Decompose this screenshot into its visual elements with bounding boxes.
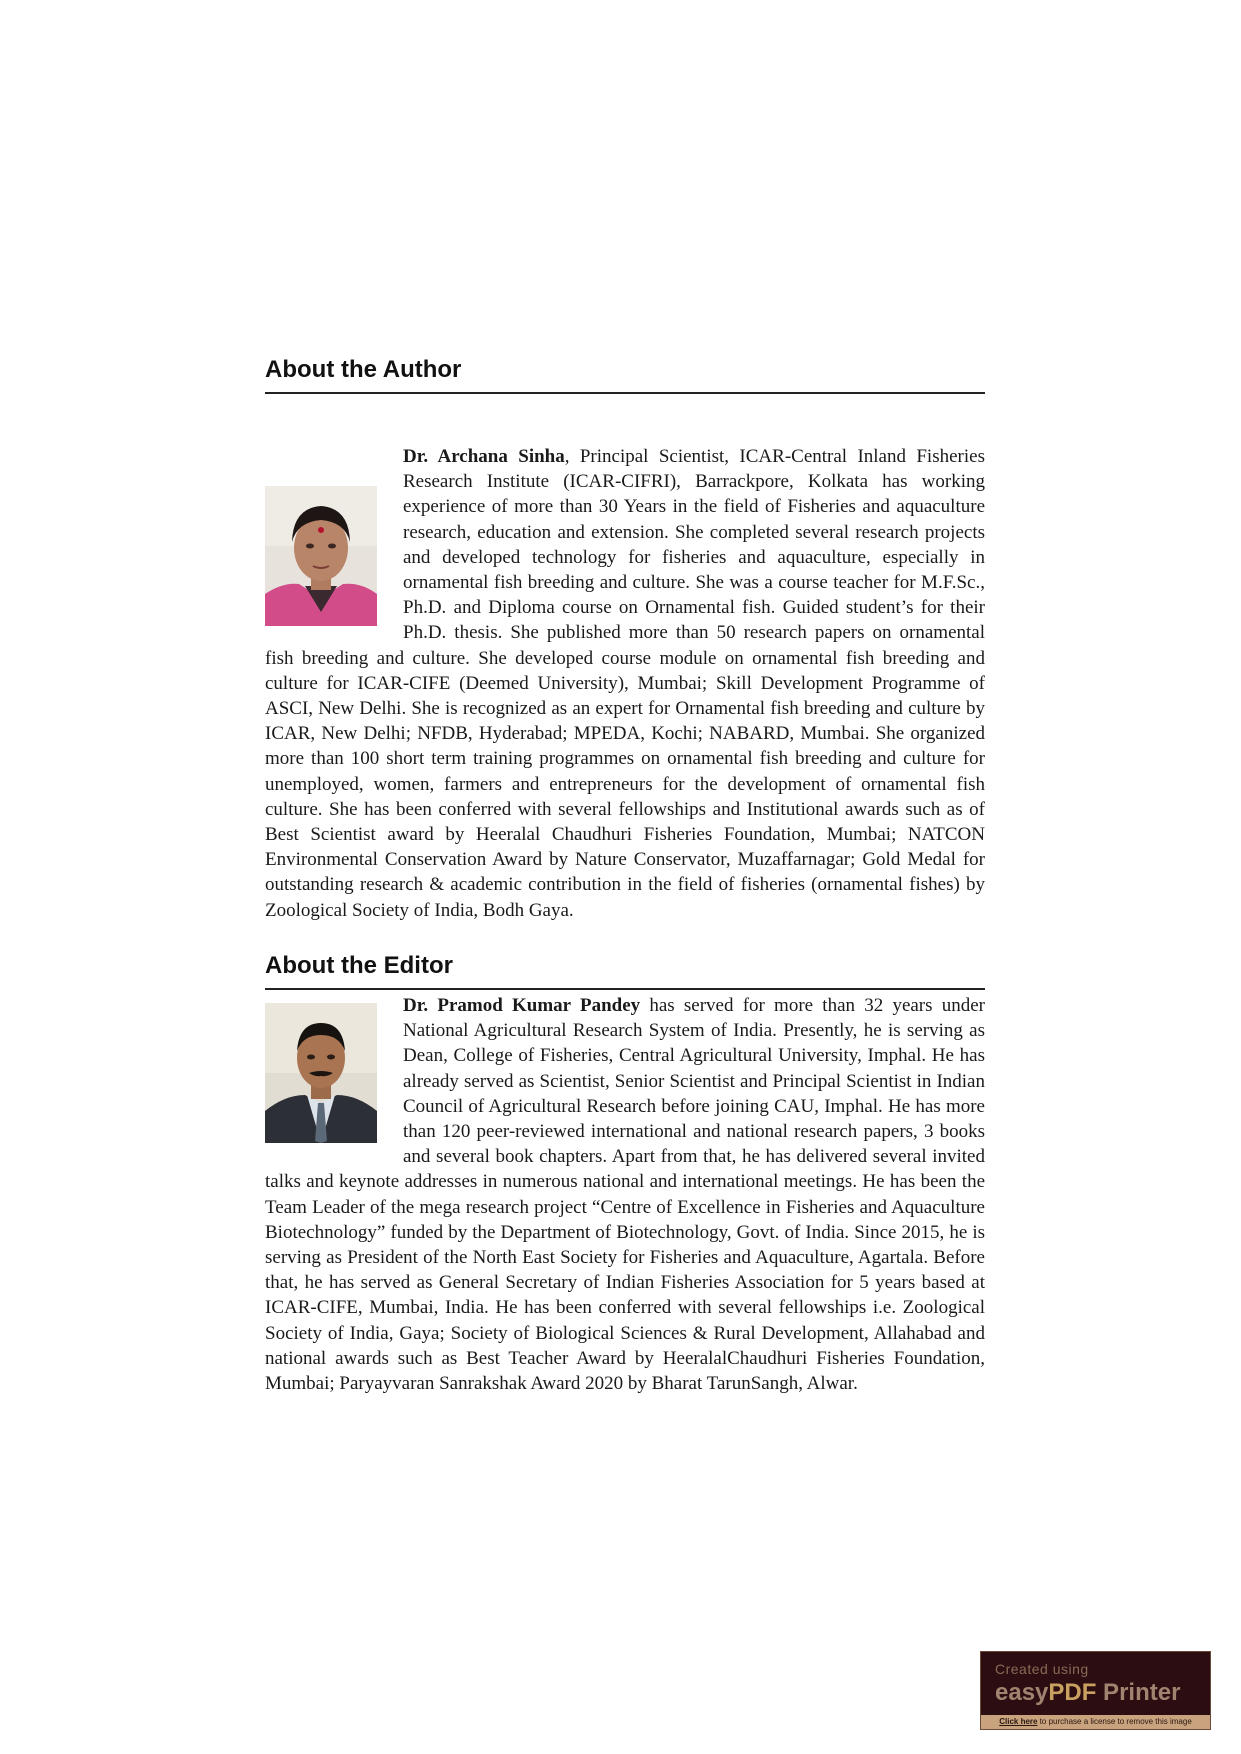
author-section-title: About the Author — [265, 356, 985, 394]
watermark-brand-suffix: Printer — [1096, 1679, 1181, 1706]
watermark-footer — [981, 1715, 1210, 1729]
editor-bio-text: has served for more than 32 years under National Agricultural Research System of India. Presently, he is serving as Dean, College of Fisheries, Central Agricultural University, Imphal. He has already served as Scientist, Senior Scientist and Principal Scientist in Indian Council of Agricultural Research before joining CAU, Imphal. He has more than 120 peer-reviewed international and national research papers, 3 books and several book chapters. Apart from that, he has delivered several invited talks and keynote addresses in numerous national and international meetings. He has been the Team Leader of the mega research project “Centre of Excellence in Fisheries and Aquaculture Biotechnology” funded by the Department of Biotechnology, Govt. of India. Since 2015, he is serving as President of the North East Society for Fisheries and Aquaculture, Agartala. Before that, he has served as General Secretary of Indian Fisheries Association for 5 years based at ICAR-CIFE, Mumbai, India. He has been conferred with several fellowships i.e. Zoological Society of India, Gaya; Society of Biological Sciences & Rural Development, Allahabad and national awards such as Best Teacher Award by HeeralalChaudhuri Fisheries Foundation, Mumbai; Paryayvaran Sanrakshak Award 2020 by Bharat TarunSangh, Alwar. — [265, 995, 985, 1395]
author-bio-text: , Principal Scientist, ICAR-Central Inland Fisheries Research Institute (ICAR-CIFRI), Barrackpore, Kolkata has working experience of more than 30 Years in the field of Fisheries and aquaculture research, education and extension. She completed several research projects and developed technology for fisheries and aquaculture, especially in ornamental fish breeding and culture. She was a course teacher for M.F.Sc., Ph.D. and Diploma course on Ornamental fish. Guided student’s for their Ph.D. thesis. She published more than 50 research papers on ornamental fish breeding and culture. She developed course module on ornamental fish breeding and culture for ICAR-CIFE (Deemed University), Mumbai; Skill Development Programme of ASCI, New Delhi. She is recognized as an expert for Ornamental fish breeding and culture by ICAR, New Delhi; NFDB, Hyderabad; MPEDA, Kochi; NABARD, Mumbai. She organized more than 100 short term training programmes on ornamental fish breeding and culture for unemployed, women, farmers and entrepreneurs for the development of ornamental fish culture. She has been conferred with several fellowships and Institutional awards such as of Best Scientist award by Heeralal Chaudhuri Fisheries Foundation, Mumbai; NATCON Environmental Conservation Award by Nature Conservator, Muzaffarnagar; Gold Medal for outstanding research & academic contribution in the field of fisheries (ornamental fishes) by Zoological Society of India, Bodh Gaya. — [265, 446, 985, 921]
watermark-brand-pdf: PDF — [1048, 1679, 1097, 1706]
editor-section-title: About the Editor — [265, 952, 985, 990]
author-photo — [265, 486, 377, 626]
editor-bio — [265, 993, 985, 1396]
easypdf-watermark[interactable] — [980, 1651, 1211, 1730]
editor-photo — [265, 1003, 377, 1143]
watermark-brand — [995, 1679, 1180, 1707]
author-name: Dr. Archana Sinha — [403, 446, 565, 467]
watermark-brand-prefix: easy — [995, 1679, 1049, 1706]
watermark-click-here-link[interactable]: Click here — [999, 1717, 1038, 1726]
watermark-footer-text: to purchase a license to remove this image — [1037, 1717, 1192, 1726]
editor-name: Dr. Pramod Kumar Pandey — [403, 995, 641, 1016]
author-bio — [265, 444, 985, 923]
watermark-created-using: Created using — [995, 1661, 1089, 1677]
